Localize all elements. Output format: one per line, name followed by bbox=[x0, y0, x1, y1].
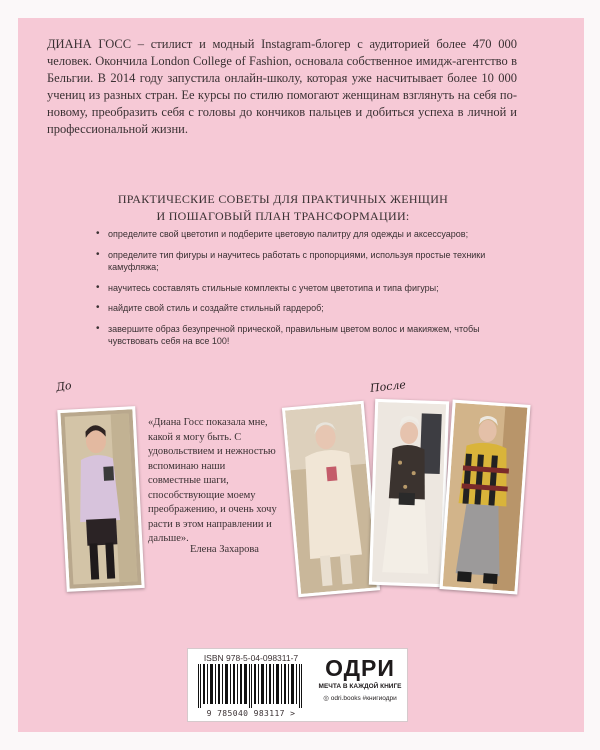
tips-list bbox=[96, 228, 496, 356]
before-label: До bbox=[55, 378, 73, 395]
tip-item: • определите тип фигуры и научитесь работать с пропорциями, используя простые техники камуфляжа; bbox=[96, 249, 496, 274]
testimonial-author: Елена Захарова bbox=[190, 544, 259, 555]
after-photo-2 bbox=[369, 399, 449, 587]
tip-item: • определите свой цветотип и подберите цветовую палитру для одежды и аксессуаров; bbox=[96, 228, 496, 241]
barcode-panel bbox=[187, 648, 315, 722]
isbn-text: ISBN 978-5-04-098311-7 bbox=[203, 653, 299, 663]
heading-line-1: ПРАКТИЧЕСКИЕ СОВЕТЫ ДЛЯ ПРАКТИЧНЫХ ЖЕНЩИН bbox=[117, 192, 449, 206]
author-bio: ДИАНА ГОСС – стилист и модный Instagram-блогер с аудиторией более 470 000 человек. Окончила London College of Fashion, основала собственное имидж-агентство в Бельгии. В 2014 году запустила онлайн-школу, которая уже насчитывает более 10 000 учениц из разных стран. Ее курсы по стилю помогают женщинам взглянуть на себя по-новому, преобразить себя с головы до кончиков пальцев и добиться успеха в личной и профессиональной жизни. bbox=[47, 37, 517, 136]
tip-item: • найдите свой стиль и создайте стильный гардероб; bbox=[96, 302, 496, 315]
after-photo-1 bbox=[282, 401, 380, 597]
publisher-logo: ОДРИ bbox=[325, 655, 395, 681]
section-heading bbox=[60, 191, 506, 225]
heading-line-2: И ПОШАГОВЫЙ ПЛАН ТРАНСФОРМАЦИИ: bbox=[156, 209, 410, 223]
barcode-icon bbox=[196, 664, 306, 708]
publisher-tagline: МЕЧТА В КАЖДОЙ КНИГЕ bbox=[318, 683, 402, 690]
tip-item: • научитесь составлять стильные комплекты с учетом цветотипа и типа фигуры; bbox=[96, 282, 496, 295]
publisher-logo-panel bbox=[313, 648, 408, 722]
publisher-social: ◎ odri.books #книгиодри bbox=[323, 695, 397, 702]
before-photo bbox=[57, 406, 144, 592]
after-photo-3 bbox=[439, 400, 530, 595]
after-label: После bbox=[369, 378, 407, 395]
tip-item: • завершите образ безупречной прической, правильным цветом волос и макияжем, чтобы чувствовать себя на все 100! bbox=[96, 323, 496, 348]
barcode-number: 9 785040 983117 > bbox=[206, 709, 296, 718]
testimonial-quote: «Диана Госс показала мне, какой я могу быть. С удовольствием и нежностью вспоминаю наши совместные шаги, способствующие моему преображению, и очень хочу расти в этом направлении и дальше». bbox=[148, 417, 277, 544]
